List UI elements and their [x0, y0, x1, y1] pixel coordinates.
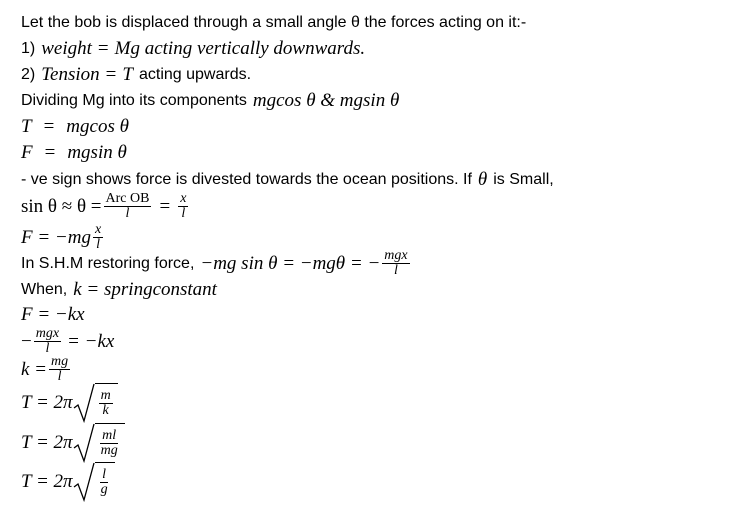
eq-lhs: F [21, 142, 33, 163]
tension-equation [21, 116, 129, 138]
minus-sign: − [21, 330, 32, 352]
fraction-numerator: mgx [384, 248, 408, 263]
m-over-k-fraction [99, 389, 113, 418]
equals-sign: = [105, 64, 117, 85]
fraction-denominator: l [394, 263, 398, 278]
force-lhs: F = −mg [21, 226, 91, 248]
sign-text-b: is Small, [493, 171, 554, 188]
square-root [73, 383, 118, 423]
fraction-numerator: m [100, 388, 111, 403]
x-over-l-fraction [178, 192, 188, 221]
weight-term: weight [41, 38, 92, 59]
spring-constant-line [21, 279, 217, 301]
period-lhs: T = 2π [21, 432, 73, 453]
sin-approx: sin θ ≈ θ = [21, 195, 102, 217]
when-text: When, [21, 281, 68, 298]
eq-lhs: T [21, 116, 32, 137]
tension-symbol: T [122, 64, 133, 85]
components-math: mgcos θ & mgsin θ [252, 90, 400, 111]
x-over-l-fraction [93, 223, 103, 252]
equate-forces-equation [21, 327, 114, 356]
fraction-denominator: k [102, 403, 109, 418]
fraction-numerator: mg [51, 354, 69, 369]
l-over-g-fraction [99, 468, 110, 497]
eq-rhs: mgcos θ [66, 116, 129, 137]
shm-line [21, 249, 412, 278]
force-equation [21, 142, 127, 164]
small-angle-equation [21, 192, 190, 221]
radicand [95, 383, 118, 423]
fraction-numerator: l [102, 467, 107, 482]
square-root [73, 462, 115, 502]
fraction-denominator: l [45, 341, 50, 356]
shm-text: In S.H.M restoring force, [21, 254, 195, 272]
period-lhs: T = 2π [21, 471, 73, 492]
intro-line [21, 14, 526, 32]
fraction-denominator: l [125, 206, 130, 221]
fraction-numerator: mgx [35, 326, 60, 341]
fraction-numerator: ml [102, 428, 117, 443]
square-root [73, 423, 125, 463]
equals-sign: = [44, 142, 56, 163]
radical-sign-icon [73, 462, 95, 502]
sign-text-a: - ve sign shows force is divested towards the ocean positions. If [21, 171, 472, 188]
radical-sign-icon [73, 383, 95, 423]
k-equation [21, 355, 72, 384]
sign-explanation-line [21, 169, 554, 191]
tension-term: Tension [41, 64, 100, 85]
tension-description: acting upwards. [138, 66, 252, 83]
period-equation-2 [21, 423, 125, 463]
period-equation-1 [21, 383, 118, 423]
fraction-denominator: l [96, 237, 101, 252]
period-equation-3 [21, 462, 115, 502]
k-lhs: k = [21, 358, 48, 380]
hooke-equation [21, 304, 85, 326]
mg-over-l-fraction [49, 355, 70, 384]
spring-constant-math: k = springconstant [73, 279, 217, 300]
hooke-math: F = −kx [21, 304, 85, 325]
radicand [95, 423, 125, 463]
fraction-denominator: g [100, 482, 108, 497]
theta-symbol: θ [477, 169, 488, 190]
mgx-over-l-fraction [34, 327, 61, 356]
ml-over-mg-fraction [99, 429, 120, 458]
radicand [95, 462, 115, 502]
components-line [21, 90, 399, 112]
shm-math: −mg sin θ = −mgθ = − [200, 252, 381, 274]
components-text: Dividing Mg into its components [21, 92, 247, 109]
intro-text: Let the bob is displaced through a small angle θ the forces acting on it:- [21, 14, 527, 31]
force-tension-line [21, 64, 251, 86]
period-lhs: T = 2π [21, 392, 73, 413]
fraction-numerator: Arc OB [105, 191, 150, 206]
fraction-numerator: x [180, 191, 187, 206]
eq-rhs: = −kx [67, 330, 115, 352]
equals-sign: = [159, 195, 171, 217]
restoring-force-equation [21, 223, 105, 252]
fraction-denominator: mg [100, 443, 118, 458]
force-weight-line [21, 38, 365, 60]
fraction-numerator: x [94, 222, 102, 237]
equals-sign: = [97, 38, 109, 59]
weight-description: Mg acting vertically downwards. [114, 38, 366, 59]
item-number-1: 1) [21, 40, 36, 57]
fraction-denominator: l [181, 206, 186, 221]
arc-fraction [104, 192, 152, 221]
item-number-2: 2) [21, 66, 36, 83]
equals-sign: = [43, 116, 55, 137]
mgx-over-l-fraction [382, 249, 409, 278]
fraction-denominator: l [57, 369, 62, 384]
eq-rhs: mgsin θ [67, 142, 127, 163]
radical-sign-icon [73, 423, 95, 463]
